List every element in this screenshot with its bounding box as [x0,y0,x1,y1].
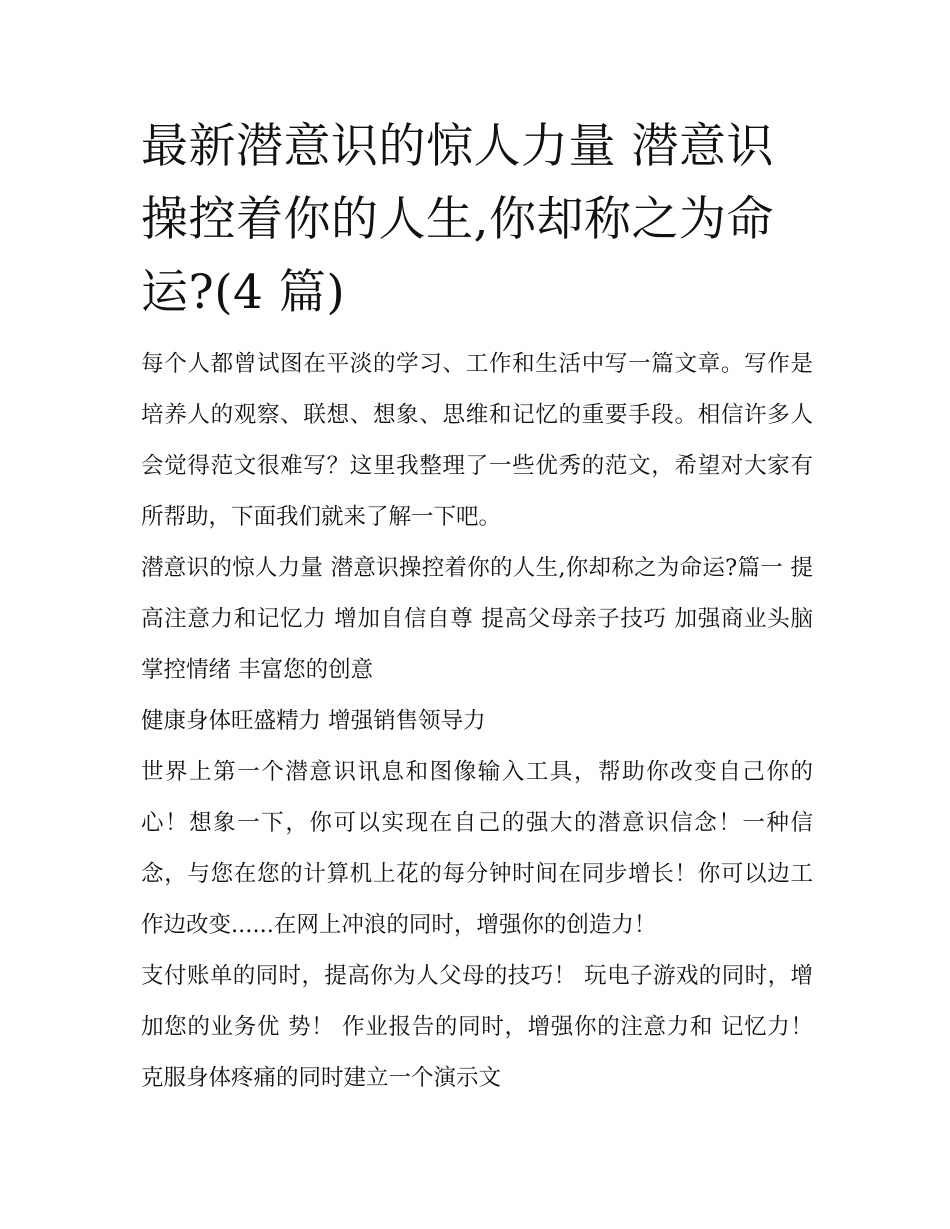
paragraph-examples: 支付账单的同时，提高你为人父母的技巧！ 玩电子游戏的同时，增加您的业务优 势！ 作业报告的同时，增强你的注意力和 记忆力！ 克服身体疼痛的同时建立一个演示文 [141,963,813,1091]
paragraph-benefits: 健康身体旺盛精力 增强销售领导力 [141,708,486,734]
document-title: 最新潜意识的惊人力量 潜意识操控着你的人生,你却称之为命运?(4 篇) [141,119,774,320]
document-page [141,110,813,1104]
document-body [141,339,813,1104]
paragraph-section-one-heading: 潜意识的惊人力量 潜意识操控着你的人生,你却称之为命运?篇一 提高注意力和记忆力 增加自信自尊 提高父母亲子技巧 加强商业头脑 掌控情绪 丰富您的创意 [141,555,813,683]
paragraph-intro: 每个人都曾试图在平淡的学习、工作和生活中写一篇文章。写作是培养人的观察、联想、想象、思维和记忆的重要手段。相信许多人会觉得范文很难写？这里我整理了一些优秀的范文，希望对大家有所帮助，下面我们就来了解一下吧。 [141,351,813,530]
paragraph-tool-description: 世界上第一个潜意识讯息和图像输入工具，帮助你改变自己你的心！想象一下，你可以实现在自己的强大的潜意识信念！一种信念，与您在您的计算机上花的每分钟时间在同步增长！你可以边工作边改变......在网上冲浪的同时，增强你的创造力！ [141,759,813,938]
